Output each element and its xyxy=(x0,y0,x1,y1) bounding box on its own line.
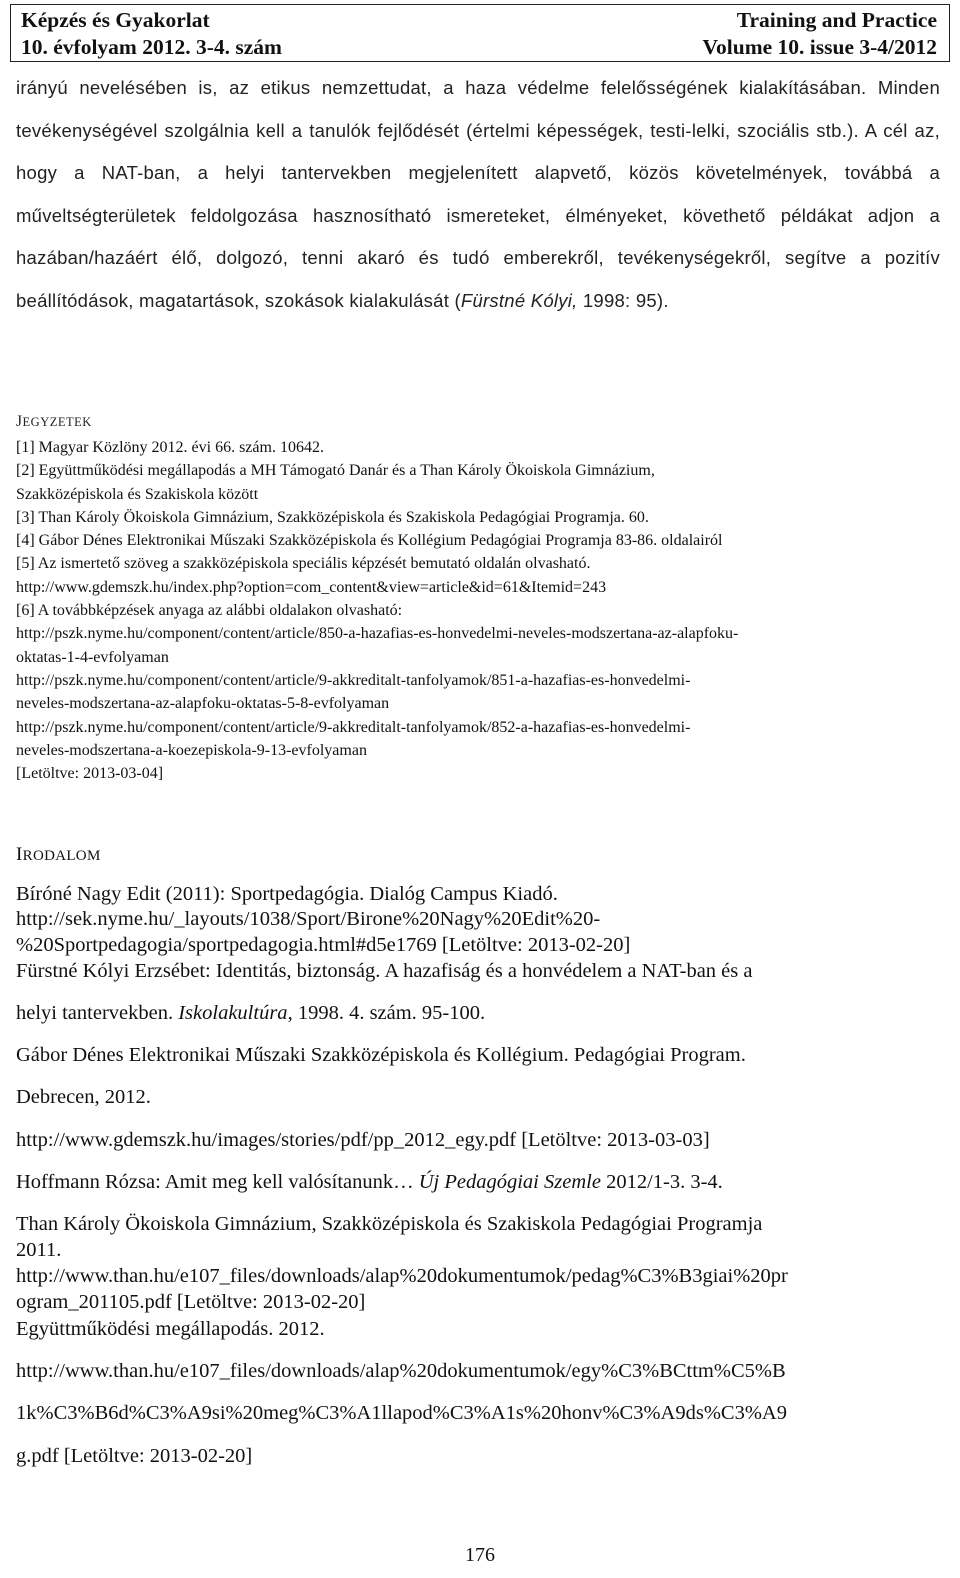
reference-text: helyi tantervekben. xyxy=(16,1002,179,1024)
note-line: Szakközépiskola és Szakiskola között xyxy=(16,485,259,503)
reference-text: 2012/1-3. 3-4. xyxy=(600,1171,723,1193)
reference-text: , 1998. 4. szám. 95-100. xyxy=(287,1002,486,1024)
reference-line xyxy=(16,1171,723,1194)
note-line: [5] Az ismertető szöveg a szakközépiskola speciális képzését bemutató oldalán olvasható. xyxy=(16,555,591,573)
citation-author: Fürstné Kólyi, xyxy=(460,289,578,311)
reference-link-cont[interactable]: g.pdf [Letöltve: 2013-02-20] xyxy=(16,1445,253,1467)
reference-link[interactable]: http://www.than.hu/e107_files/downloads/alap%20dokumentumok/pedag%C3%B3giai%20pr xyxy=(16,1265,788,1287)
reference-line: Bíróné Nagy Edit (2011): Sportpedagógia. Dialóg Campus Kiadó. xyxy=(16,883,558,905)
references-heading xyxy=(16,844,101,866)
note-link-cont[interactable]: neveles-modszertana-a-koezepiskola-9-13-evfolyaman xyxy=(16,741,367,759)
page-header xyxy=(10,4,950,62)
note-link-cont[interactable]: oktatas-1-4-evfolyaman xyxy=(16,648,169,666)
body-text: irányú nevelésében is, az etikus nemzettudat, a haza védelme felelősségének kialakításában. Minden tevékenységével szolgálnia kell a tanulók fejlődését (értelmi képességek, testi-lelki, szociális stb.). A cél az, hogy a NAT-ban, a helyi tantervekben megjelenített alapvető, közös követelmények, továbbá a műveltségterületek feldolgozása hasznosítható ismereteket, élményeket, követhető példákat adjon a hazában/hazáért élő, dolgozó, tenni akaró és tudó emberekről, tevékenységekről, segítve a pozitív beállítódások, magatartások, szokások kialakulását ( xyxy=(16,77,940,311)
journal-volume-hu: 10. évfolyam 2012. 3-4. szám xyxy=(21,35,282,59)
reference-journal: Iskolakultúra xyxy=(178,1002,288,1024)
citation-year: 1998: 95). xyxy=(577,289,669,311)
reference-text: Hoffmann Rózsa: Amit meg kell valósítanunk… xyxy=(16,1171,419,1193)
note-line: [4] Gábor Dénes Elektronikai Műszaki Szakközépiskola és Kollégium Pedagógiai Programja 83-86. oldalairól xyxy=(16,532,723,550)
note-link[interactable]: http://pszk.nyme.hu/component/content/article/850-a-hazafias-es-honvedelmi-neveles-modszertana-az-alapfoku- xyxy=(16,625,739,643)
reference-line: 2011. xyxy=(16,1239,62,1261)
reference-line: Gábor Dénes Elektronikai Műszaki Szakközépiskola és Kollégium. Pedagógiai Program. xyxy=(16,1044,746,1066)
references-heading-cap: I xyxy=(16,844,23,865)
note-link[interactable]: http://pszk.nyme.hu/component/content/article/9-akkreditalt-tanfolyamok/851-a-hazafias-es-honvedelmi- xyxy=(16,671,691,689)
note-link-cont[interactable]: neveles-modszertana-az-alapfoku-oktatas-5-8-evfolyaman xyxy=(16,695,390,713)
reference-link[interactable]: http://www.gdemszk.hu/images/stories/pdf/pp_2012_egy.pdf [Letöltve: 2013-03-03] xyxy=(16,1129,710,1151)
note-line: [3] Than Károly Ökoiskola Gimnázium, Szakközépiskola és Szakiskola Pedagógiai Programja. 60. xyxy=(16,508,649,526)
reference-link[interactable]: http://sek.nyme.hu/_layouts/1038/Sport/Birone%20Nagy%20Edit%20- xyxy=(16,908,601,930)
reference-line: Than Károly Ökoiskola Gimnázium, Szakközépiskola és Szakiskola Pedagógiai Programja xyxy=(16,1213,763,1235)
journal-title-en: Training and Practice xyxy=(736,8,937,32)
note-link[interactable]: http://pszk.nyme.hu/component/content/article/9-akkreditalt-tanfolyamok/852-a-hazafias-es-honvedelmi- xyxy=(16,718,691,736)
reference-link-cont[interactable]: 1k%C3%B6d%C3%A9si%20meg%C3%A1llapod%C3%A1s%20honv%C3%A9ds%C3%A9 xyxy=(16,1402,787,1424)
note-line: [6] A továbbképzések anyaga az alábbi oldalakon olvasható: xyxy=(16,602,403,620)
journal-title-hu: Képzés és Gyakorlat xyxy=(21,8,210,32)
notes-heading-cap: J xyxy=(16,413,23,430)
page-number: 176 xyxy=(465,1544,495,1566)
note-link[interactable]: http://www.gdemszk.hu/index.php?option=com_content&view=article&id=61&Itemid=243 xyxy=(16,578,607,596)
journal-volume-en: Volume 10. issue 3-4/2012 xyxy=(702,35,937,59)
notes-heading-rest: EGYZETEK xyxy=(22,415,92,429)
reference-line: Együttműködési megállapodás. 2012. xyxy=(16,1318,325,1340)
reference-journal: Új Pedagógiai Szemle xyxy=(418,1171,601,1193)
note-line: [Letöltve: 2013-03-04] xyxy=(16,765,164,783)
notes-list xyxy=(16,436,946,785)
note-line: [2] Együttműködési megállapodás a MH Támogató Danár és a Than Károly Ökoiskola Gimnázium, xyxy=(16,462,655,480)
reference-link[interactable]: http://www.than.hu/e107_files/downloads/alap%20dokumentumok/egy%C3%BCttm%C5%B xyxy=(16,1360,786,1382)
reference-line xyxy=(16,1002,485,1025)
reference-link-cont[interactable]: ogram_201105.pdf [Letöltve: 2013-02-20] xyxy=(16,1291,366,1313)
notes-heading xyxy=(16,413,92,431)
reference-link[interactable]: %20Sportpedagogia/sportpedagogia.html#d5e1769 [Letöltve: 2013-02-20] xyxy=(16,934,631,956)
body-paragraph xyxy=(16,67,940,322)
reference-line: Fürstné Kólyi Erzsébet: Identitás, biztonság. A hazafiság és a honvédelem a NAT-ban és a xyxy=(16,960,753,982)
reference-line: Debrecen, 2012. xyxy=(16,1086,151,1108)
note-line: [1] Magyar Közlöny 2012. évi 66. szám. 10642. xyxy=(16,439,324,456)
references-heading-rest: RODALOM xyxy=(22,848,101,864)
